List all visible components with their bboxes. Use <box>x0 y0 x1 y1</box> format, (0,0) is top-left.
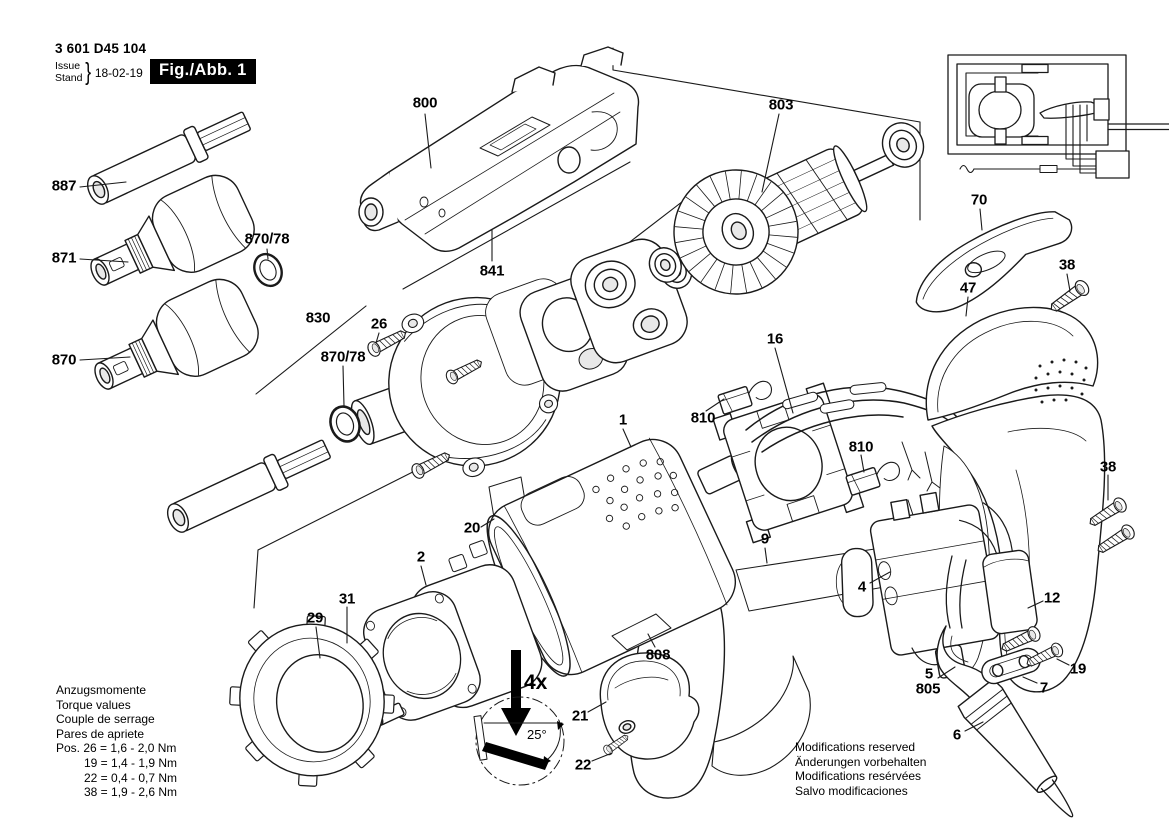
part-label-7: 7 <box>1039 679 1049 697</box>
part-label-870: 870 <box>51 351 77 369</box>
part-label-805: 805 <box>915 680 941 698</box>
torque-title-en: Torque values <box>56 697 131 712</box>
angle-annotation: 25° <box>527 727 547 742</box>
torque-title-de: Anzugsmomente <box>56 683 147 697</box>
part-label-22: 22 <box>574 756 592 774</box>
part-label-1: 1 <box>618 411 628 429</box>
cord-sleeve-6 <box>957 678 1091 826</box>
part-label-47: 47 <box>959 279 977 297</box>
modifications-note <box>795 740 926 798</box>
magazine-attachment-800 <box>359 47 639 251</box>
stand-label: Stand <box>55 71 83 84</box>
torque-row-19: 19 = 1,4 - 1,9 Nm <box>84 755 178 770</box>
type-number: 3 601 D45 104 <box>55 41 147 56</box>
part-label-19: 19 <box>1069 660 1087 678</box>
issue-date: 18-02-19 <box>94 65 143 80</box>
mods-line-en: Modifications reserved <box>795 740 916 754</box>
part-label-2: 2 <box>416 548 426 566</box>
part-label-841: 841 <box>479 262 505 280</box>
brace-glyph: } <box>85 58 92 86</box>
part-label-871: 871 <box>51 249 77 267</box>
issue-label: Issue <box>55 60 81 72</box>
part-label-38-a: 38 <box>1058 256 1076 274</box>
mods-line-de: Änderungen vorbehalten <box>795 754 927 769</box>
belt-clip-70 <box>906 209 1080 315</box>
part-label-803: 803 <box>768 96 794 114</box>
part-label-808: 808 <box>645 646 671 664</box>
torque-note <box>56 683 177 800</box>
torque-row-22: 22 = 0,4 - 0,7 Nm <box>84 770 178 785</box>
depth-sleeve-870 <box>80 271 266 416</box>
torque-row-26: Pos. 26 = 1,6 - 2,0 Nm <box>56 741 177 756</box>
issue-stand-row <box>55 58 143 87</box>
carbon-brush-810-b <box>846 460 903 496</box>
part-label-5: 5 <box>924 665 934 683</box>
part-label-38-b: 38 <box>1099 458 1117 476</box>
suppressor-symbol <box>1022 65 1048 73</box>
torque-title-es: Pares de apriete <box>56 726 145 741</box>
switch-symbol <box>1040 102 1102 118</box>
part-label-810-b: 810 <box>848 438 874 456</box>
torque-title-fr: Couple de serrage <box>56 712 155 727</box>
part-label-800: 800 <box>412 94 438 112</box>
part-label-830: 830 <box>305 309 331 327</box>
module-symbol <box>1096 151 1129 178</box>
part-label-6: 6 <box>952 726 962 744</box>
part-label-9: 9 <box>760 530 770 548</box>
part-label-4: 4 <box>857 578 867 596</box>
part-label-887: 887 <box>51 177 77 195</box>
figure-label: Fig./Abb. 1 <box>150 59 256 84</box>
wiring-schematic <box>948 55 1169 178</box>
part-label-20: 20 <box>463 519 481 537</box>
part-label-870-78-a: 870/78 <box>244 230 290 248</box>
cord-symbol <box>960 166 974 173</box>
switch-4 <box>819 486 1006 695</box>
part-label-810-a: 810 <box>690 409 716 427</box>
part-label-29: 29 <box>306 609 324 627</box>
mods-line-es: Salvo modificaciones <box>795 783 908 798</box>
part-label-31: 31 <box>338 590 356 608</box>
part-label-21: 21 <box>571 707 589 725</box>
part-label-70: 70 <box>970 191 988 209</box>
part-label-16: 16 <box>766 330 784 348</box>
part-label-12: 12 <box>1043 589 1061 607</box>
mods-line-fr: Modifications resérvées <box>795 769 922 784</box>
part-label-870-78-b: 870/78 <box>320 348 366 366</box>
quantity-annotation: 4x <box>524 671 548 694</box>
torque-row-38: 38 = 1,9 - 2,6 Nm <box>84 785 178 800</box>
bit-holder-lower <box>162 432 334 538</box>
part-label-26: 26 <box>370 315 388 333</box>
